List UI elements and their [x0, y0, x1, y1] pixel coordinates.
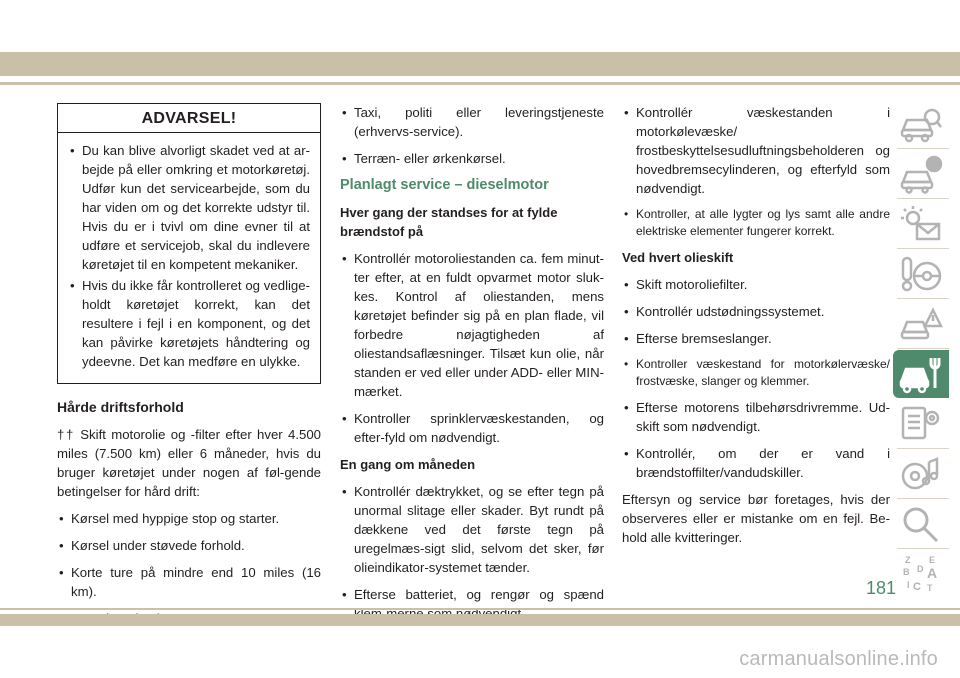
car-info-icon [899, 154, 943, 194]
tab-car-info[interactable] [893, 150, 949, 198]
tab-car-magnifier[interactable] [893, 100, 949, 148]
header-decoration [0, 0, 960, 44]
page-number: 181 [866, 578, 897, 598]
closing-paragraph: Eftersyn og service bør foretages, hvis der observeres eller er mistanke om en fejl. Be-hold alle kvitteringer. [622, 492, 890, 545]
list-item: • Efterse motorens tilbehørsdrivremme. Ud-skift som nødvendigt. [622, 398, 890, 436]
header-band [0, 52, 960, 76]
svg-text:D: D [917, 564, 924, 574]
tab-index[interactable] [893, 550, 949, 598]
index-letters-icon [899, 554, 943, 594]
car-wrench-icon [899, 354, 943, 394]
warning-box [57, 103, 321, 384]
list-item: • Kontrollér, om der er vand i brændstoffilter/vandudskiller. [622, 444, 890, 482]
tab-multimedia[interactable] [893, 450, 949, 498]
specs-gear-icon [899, 404, 943, 444]
list-item: • Korte ture på mindre end 10 miles (16 km). [57, 563, 321, 601]
list-item: • Efterse bremseslanger. [622, 329, 890, 348]
list-item: • Kontroller væskestand for motorkølervæske/ frostvæske, slanger og klemmer. [622, 356, 890, 390]
column-1 [57, 103, 321, 636]
car-crash-warning-icon [899, 304, 943, 344]
svg-text:E: E [929, 555, 936, 565]
list-item: • Kontrollér dæktrykket, og se efter tegn på unormal slitage eller skader. Byt rundt på dækkene ved det første tegn på uregelmæs-sigt slid, selvom det sker, før olieindikator-systemet tænder. [340, 482, 604, 577]
column-2 [340, 103, 604, 631]
tab-search[interactable] [893, 500, 949, 548]
list-item: • Skift motoroliefilter. [622, 275, 890, 294]
warning-list [58, 133, 320, 383]
tab-warning-lights[interactable] [893, 200, 949, 248]
oil-change-heading: Ved hvert olieskift [622, 250, 734, 265]
list-item: • Kontrollér væskestanden i motorkølevæske/ frostbeskyttelsesudluftningsbeholderen og hovedbremsecylinderen, og efterfyld som nødvendigt. [622, 103, 890, 198]
svg-text:C: C [913, 581, 921, 593]
list-item: • Taxi, politi eller leveringstjeneste (erhvervs-service). [340, 103, 604, 141]
tab-steering-key[interactable] [893, 250, 949, 298]
svg-text:I: I [907, 580, 910, 590]
footer-rule [0, 608, 960, 610]
refuel-heading: Hver gang der standses for at fylde brændstof på [340, 205, 558, 239]
footer-band [0, 614, 960, 626]
chapter-tabs [893, 100, 949, 600]
tab-servicing[interactable] [893, 350, 949, 398]
car-magnifier-icon [899, 104, 943, 144]
list-item: • Kørsel med hyppige stop og starter. [57, 509, 321, 528]
section-title: Planlagt service – dieselmotor [340, 177, 549, 193]
list-item: • Terræn- eller ørkenkørsel. [340, 149, 604, 168]
list-item: • Kontroller, at alle lygter og lys samt alle andre elektriske elementer fungerer korrekt. [622, 206, 890, 240]
tab-emergency[interactable] [893, 300, 949, 348]
column-3 [622, 103, 890, 555]
svg-text:Z: Z [905, 555, 911, 565]
list-item: • Kontrollér motoroliestanden ca. fem minut-ter efter, at en fuldt opvarmet motor sluk-kes. Kontrol af oliestanden, mens køretøjet befinder sig på en plan flade, vil forbedre nøjagtigheden af oliestandsaflæsninger. Tilsæt kun olie, når standen er ved eller under ADD- eller MIN-mærket. [340, 249, 604, 401]
multimedia-icon [899, 454, 943, 494]
svg-text:A: A [927, 565, 938, 581]
list-item: • Kontrollér udstødningssystemet. [622, 302, 890, 321]
warning-title: ADVARSEL! [58, 104, 320, 133]
list-item: • Efterse batteriet, og rengør og spænd [340, 585, 604, 623]
hard-conditions-heading: Hårde driftsforhold [57, 399, 184, 415]
header-rule [0, 82, 960, 85]
tab-specifications[interactable] [893, 400, 949, 448]
list-item: • Kontroller sprinklervæskestanden, og efter-fyld om nødvendigt. [340, 409, 604, 447]
watermark: carmanualsonline.info [739, 648, 938, 670]
warning-item: • Du kan blive alvorligt skadet ved at ar-bejde på eller omkring et motorkøretøj. Udfør kun det servicearbejde, som du har viden om og det korrekte udstyr til. Hvis du er i tvivl om dine evner til at udføre et servicejob, skal du indlevere køretøjet til en kompetent mekaniker. [68, 141, 310, 274]
list-item: • Kørsel under støvede forhold. [57, 536, 321, 555]
search-icon [899, 504, 943, 544]
warning-item: • Hvis du ikke får kontrolleret og vedlige-holdt køretøjet korrekt, kan det resultere i fejl i en komponent, og det kan påvirke køretøjets håndtering og ydeevne. Det kan medføre en ulykke. [68, 276, 310, 371]
svg-text:T: T [927, 583, 933, 593]
monthly-heading: En gang om måneden [340, 457, 476, 472]
steering-key-icon [899, 254, 943, 294]
hard-conditions-intro: †† Skift motorolie og -filter efter hver 4.500 miles (7.500 km) eller 6 måneder, hvis du bruger køretøjet under nogen af føl-gende betingelser for hård drift: [57, 427, 321, 499]
warning-light-message-icon [899, 204, 943, 244]
svg-text:B: B [903, 567, 910, 577]
